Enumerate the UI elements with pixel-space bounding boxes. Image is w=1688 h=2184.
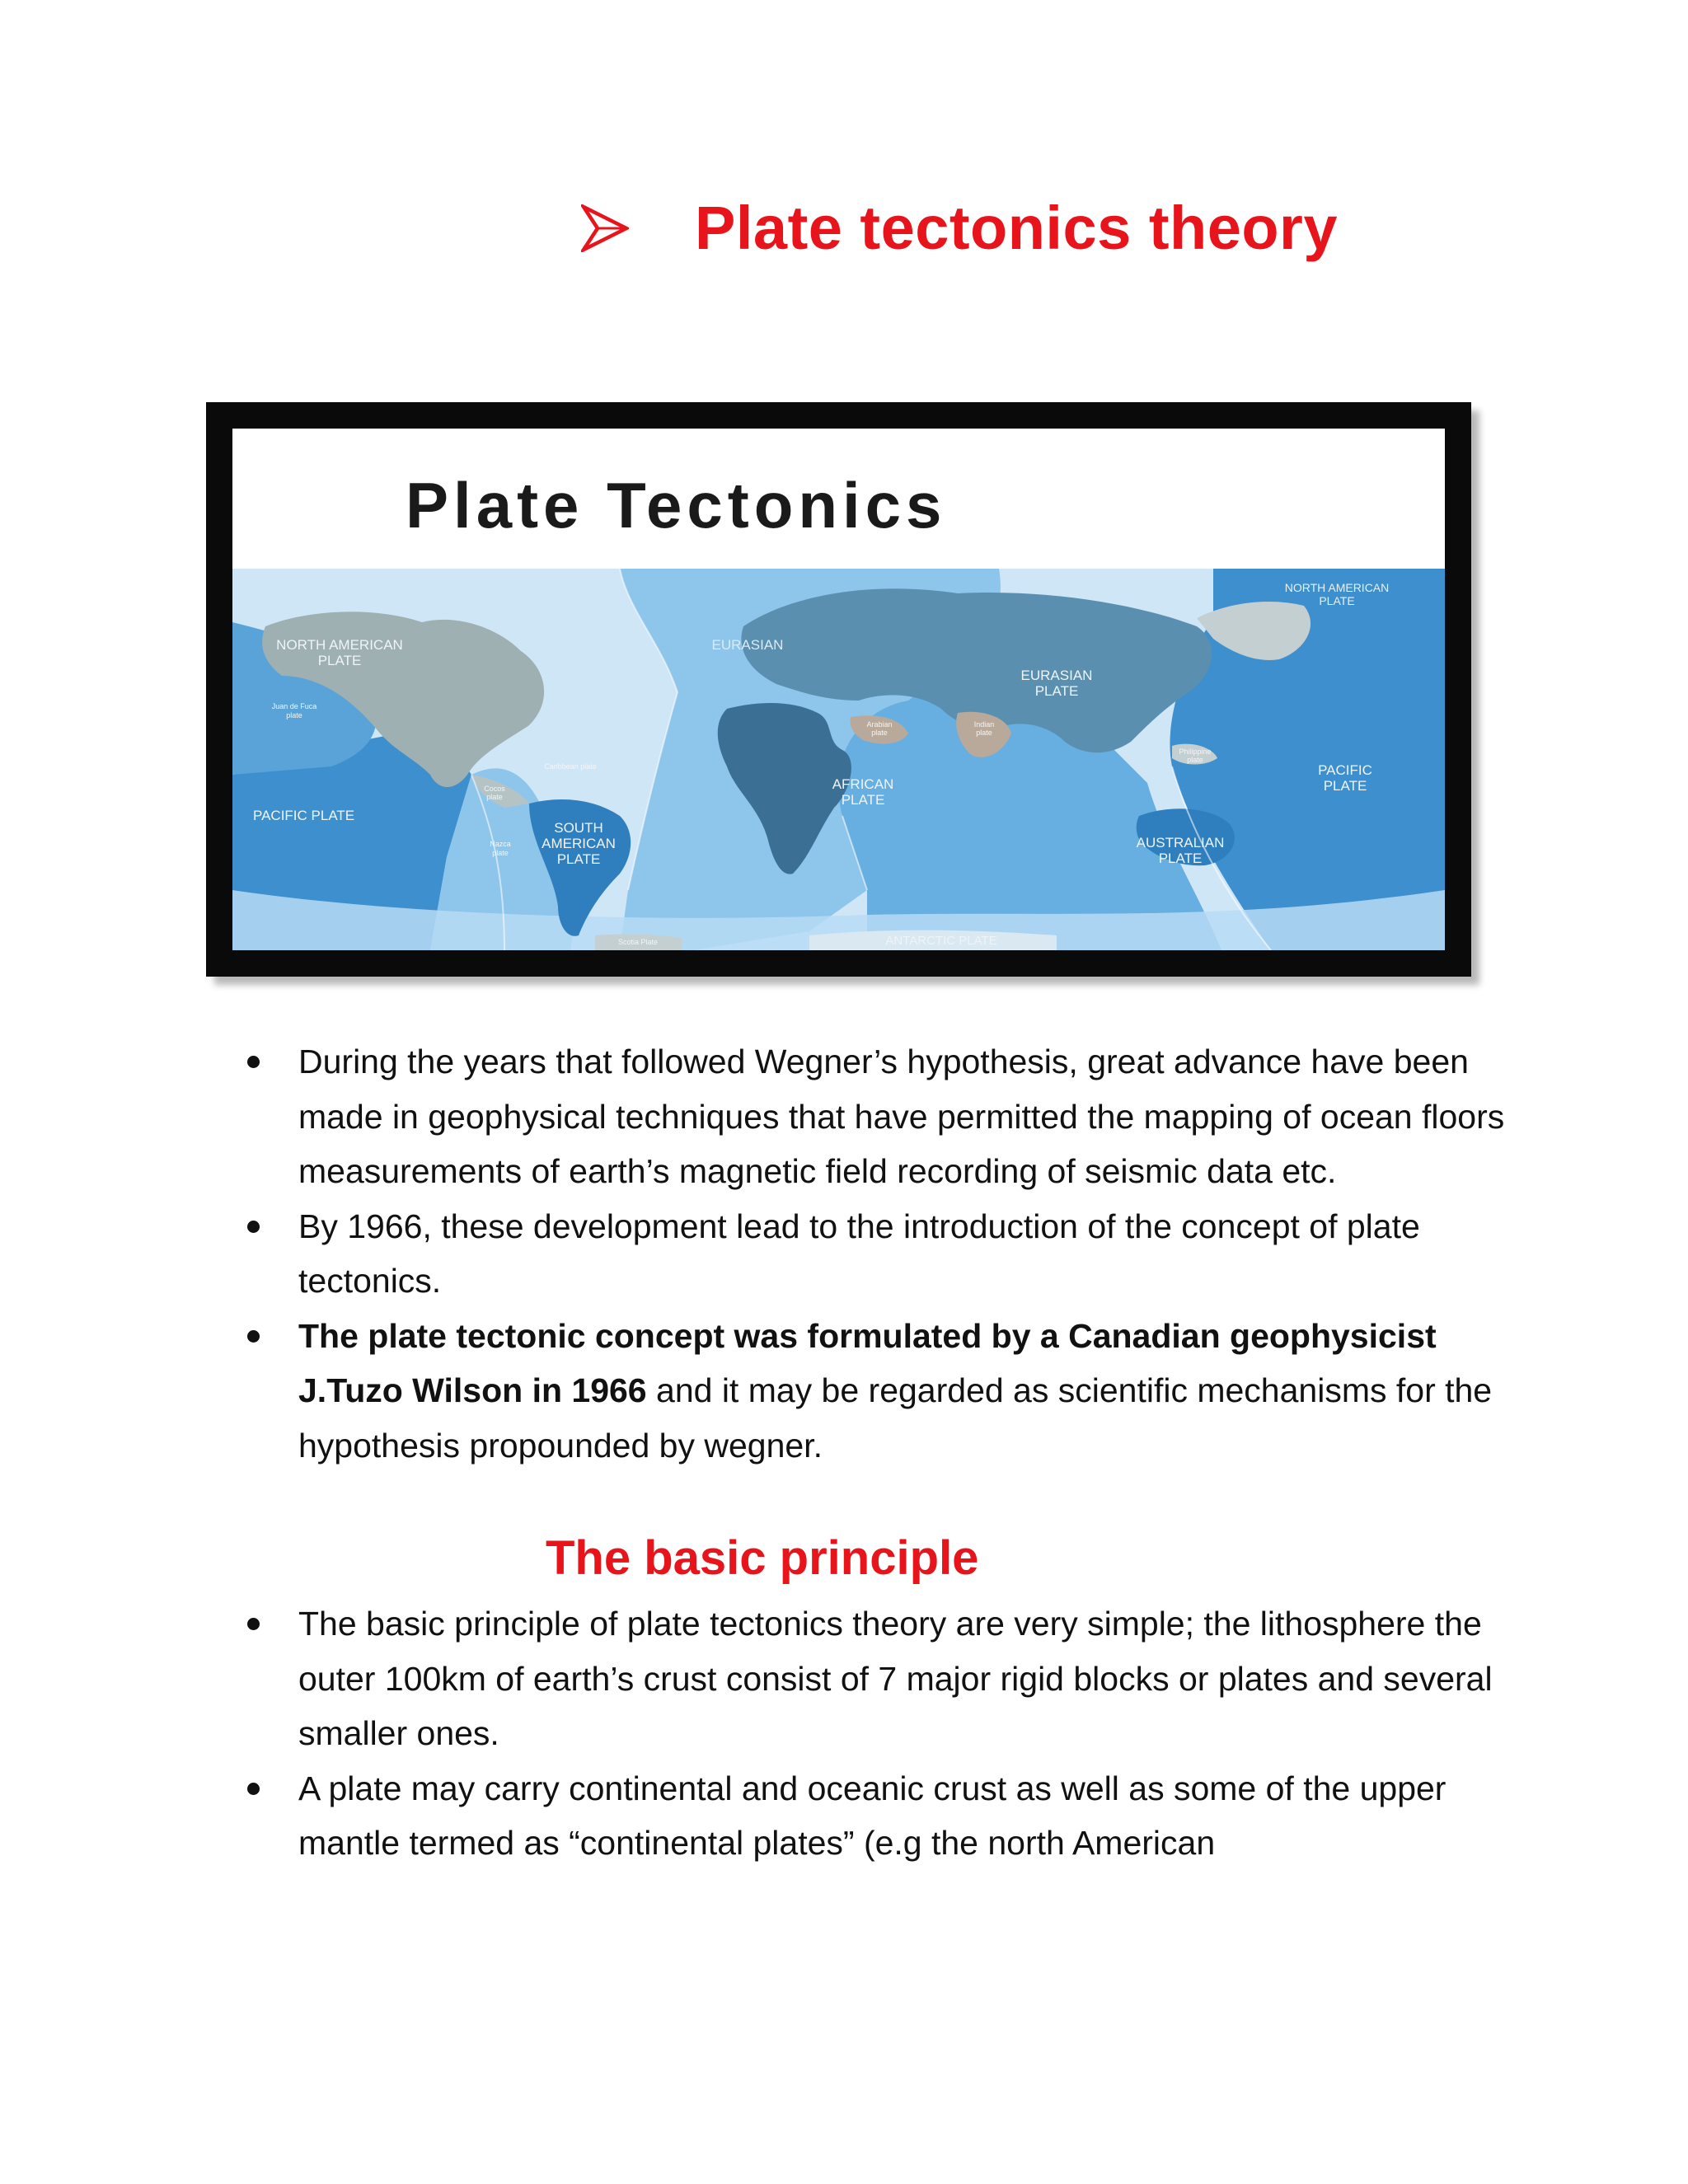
svg-text:PLATE	[1159, 851, 1203, 866]
list-item-text: During the years that followed Wegner’s hypothesis, great advance have been made in geophysical techniques that have permitted the mapping of ocean floors measurements of earth’s magnetic field recording of seismic data etc.	[298, 1043, 1505, 1190]
svg-text:plate	[492, 849, 509, 857]
svg-text:PLATE	[1035, 683, 1079, 699]
svg-text:Arabian	[866, 720, 892, 729]
label-australian-1: AUSTRALIAN	[1136, 835, 1225, 851]
list-item	[247, 1034, 1508, 1199]
svg-text:plate	[286, 711, 302, 719]
bullet-list-principle	[247, 1596, 1508, 1871]
list-item-text: and it may be regarded as scientific mechanisms for the hypothesis propounded by wegner.	[298, 1371, 1493, 1465]
label-eurasian-top: EURASIAN	[711, 637, 784, 653]
section-heading: The basic principle	[546, 1531, 979, 1585]
list-item-text: The basic principle of plate tectonics theory are very simple; the lithosphere the outer 100km of earth’s crust consist of 7 major rigid blocks or plates and several smaller ones.	[298, 1605, 1493, 1752]
label-nazca-1: Nazca	[490, 840, 511, 848]
list-item-text: By 1966, these development lead to the introduction of the concept of plate tectonics.	[298, 1207, 1420, 1300]
svg-text:NORTH AMERICAN	[276, 637, 403, 653]
label-scotia: Scotia Plate	[617, 938, 659, 946]
svg-text:Scotia Plate	[618, 938, 658, 946]
label-indian-2: plate	[976, 729, 992, 737]
list-item	[247, 1596, 1508, 1761]
svg-text:NORTH AMERICAN	[1285, 581, 1390, 594]
svg-text:PLATE	[1319, 594, 1354, 607]
label-indian-1: Indian	[973, 720, 995, 729]
svg-text:SOUTH	[554, 820, 603, 836]
bullet-icon	[247, 1618, 260, 1630]
label-cocos-2: plate	[486, 793, 503, 801]
label-south-american-2: AMERICAN	[542, 836, 616, 851]
svg-text:Indian	[974, 720, 995, 729]
bullet-icon	[247, 1056, 260, 1068]
arrow-bullet-icon	[581, 204, 629, 252]
label-caribbean: Caribbean plate	[544, 762, 597, 771]
label-north-american-2: PLATE	[317, 653, 362, 668]
label-eurasian-1: EURASIAN	[1020, 668, 1093, 683]
label-philippine-2: plate	[1187, 756, 1203, 764]
label-nazca-2: plate	[492, 849, 509, 857]
svg-text:Philippine	[1179, 748, 1211, 756]
label-south-american-1: SOUTH	[554, 820, 603, 836]
svg-text:AUSTRALIAN	[1137, 835, 1225, 851]
svg-text:ANTARCTIC PLATE	[885, 934, 996, 948]
label-antarctic: ANTARCTIC PLATE	[885, 934, 997, 948]
list-item	[247, 1761, 1508, 1871]
svg-text:PLATE	[318, 653, 362, 668]
svg-text:AMERICAN	[542, 836, 616, 851]
list-item	[247, 1199, 1508, 1309]
list-item-text: A plate may carry continental and oceanic crust as well as some of the upper mantle termed as “continental plates” (e.g the north American	[298, 1769, 1447, 1862]
svg-text:PLATE	[1324, 778, 1367, 794]
label-north-american-1: NORTH AMERICAN	[276, 637, 403, 653]
page-title	[581, 194, 1339, 262]
svg-text:Juan de Fuca	[272, 702, 317, 710]
plate-tectonics-map	[232, 429, 1445, 950]
document-body	[247, 1034, 1508, 1871]
svg-text:PLATE	[557, 851, 601, 867]
figure-heading: Plate Tectonics	[406, 469, 947, 541]
label-eurasian-2: PLATE	[1034, 683, 1079, 699]
label-pacific-right-1: PACIFIC	[1318, 762, 1372, 778]
list-item	[247, 1309, 1508, 1474]
bullet-icon	[247, 1221, 260, 1233]
label-north-american-right-2: PLATE	[1319, 594, 1355, 607]
label-african-2: PLATE	[841, 792, 885, 808]
svg-text:plate	[871, 729, 888, 737]
label-south-american-3: PLATE	[556, 851, 601, 867]
page-title-text: Plate tectonics theory	[695, 194, 1339, 262]
label-pacific-right-2: PLATE	[1323, 778, 1367, 794]
plate-tectonics-figure	[206, 402, 1471, 977]
svg-text:plate	[486, 793, 503, 801]
label-australian-2: PLATE	[1158, 851, 1203, 866]
svg-text:PACIFIC PLATE	[253, 808, 354, 823]
svg-text:Nazca	[490, 840, 511, 848]
svg-text:plate	[1187, 756, 1203, 764]
svg-text:Cocos	[484, 785, 505, 793]
svg-text:plate	[976, 729, 992, 737]
list-item-bold-text: The plate tectonic concept was formulated by a Canadian geophysicist J.Tuzo Wilson in 1966	[298, 1316, 1437, 1409]
label-arabian-1: Arabian	[866, 720, 893, 729]
label-african-1: AFRICAN	[832, 776, 894, 792]
svg-text:PACIFIC	[1318, 762, 1372, 778]
svg-text:Caribbean plate	[544, 762, 597, 771]
label-cocos-1: Cocos	[484, 785, 505, 793]
label-juan-de-fuca-1: Juan de Fuca	[271, 702, 317, 710]
label-juan-de-fuca-2: plate	[286, 711, 302, 719]
svg-text:AFRICAN	[832, 776, 894, 792]
svg-text:EURASIAN	[712, 637, 784, 653]
bullet-icon	[247, 1330, 260, 1343]
svg-text:EURASIAN	[1021, 668, 1093, 683]
label-arabian-2: plate	[871, 729, 888, 737]
bullet-icon	[247, 1783, 260, 1795]
label-philippine-1: Philippine	[1179, 748, 1212, 756]
bullet-list-intro	[247, 1034, 1508, 1473]
svg-text:PLATE	[842, 792, 885, 808]
label-north-american-right-1: NORTH AMERICAN	[1284, 581, 1390, 594]
label-pacific-left: PACIFIC PLATE	[253, 808, 355, 823]
